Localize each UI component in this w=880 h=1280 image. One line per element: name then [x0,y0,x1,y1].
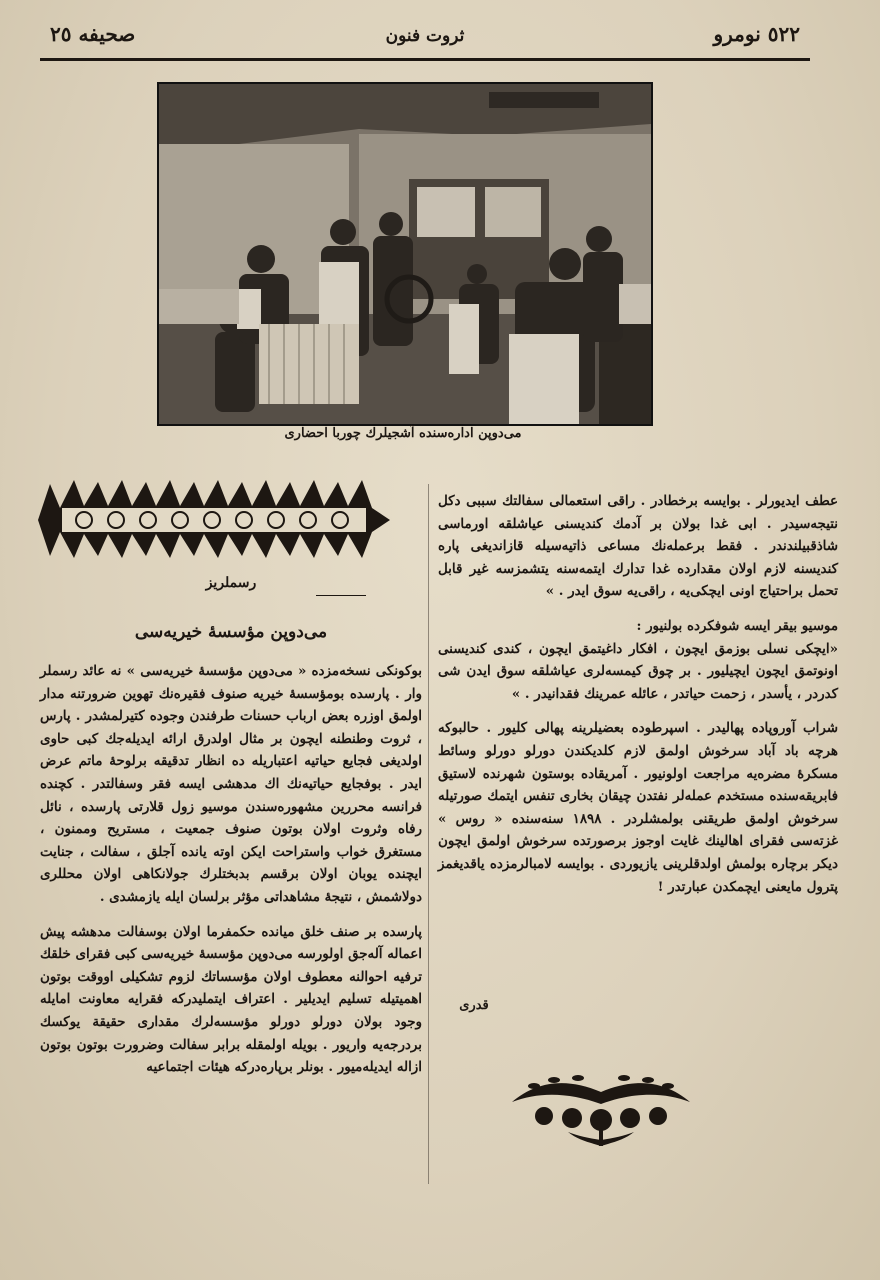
section-heading: رسملریز [205,575,257,591]
header-rule [40,58,810,61]
floral-ornament [508,1070,694,1150]
right-column [438,490,838,898]
page-header [40,18,810,58]
paragraph: عطف ایدیورلر . بوایسه برخطادر . راقی استعمالی سفالتك سببی دکل نتیجه‌سیدر . ابی غدا بولان بر آدمك کندیسنی عیاشلقه اورماسی شاذقبیلندندر . فقط برعمله‌نك مساعی ذاتیه‌سیله قازاندیغی پاره کندیسنه لازم اولان مقدارده غدا تدارك ایتمه‌سنه یتشمزسه غیر قابل تحمل براحتیاج اونی ایچکی‌یه ، راقی‌یه سوق ایدر . » [438,493,838,600]
paragraph: بوکونکی نسخه‌مزده « می‌دوپن مؤسسهٔ خیریه‌سی » نه عائد رسملر وار . پارسده بومؤسسهٔ خیریه صنوف فقیره‌نك تهوین ضرورتنه مدار اولمق اوزره بعض ارباب حسنات طرفندن وجوده کتیرلمشدر . پارس ، ثروت وطنطنه ایچون بر مثال اولدرق ارائه ایدیله‌جك کبی حاوی اولدیغی فجایع حیاتیه اعتباریله ده انظار تدقیقه برلوحهٔ ماتم عرض ایدر . بوفجایع حیاتیه‌نك اك مدهشی ایسه فقر وسفالتدر . کچنده فرانسه محررین مشهوره‌سندن موسیو زول قلارتی پارسده ، نائل رفاه وثروت اولان بوتون صنوف جمعیت ، مستریح وممنون ، مستغرق خواب واستراحت ایکن اوته یانده آجلق ، سفالت ، جنایت ایچنده یوبان اولان برقسم بدبختلرك جولانکاهی اولان محللری دولاشمش ، نتیجهٔ مشاهداتی مؤثر برلسان ایله یازمشدی . [40,663,422,905]
left-column [40,660,422,1079]
publication-title: ثروت فنون [385,26,465,46]
article-title: مى‌دوپن مؤسسهٔ خیریه‌سی [134,622,328,642]
quote-paragraph: «ایچکی نسلی بوزمق ایچون ، افکار داغیتمق ایچون ، کندی کندیسنی اونوتمق ایچون ایچیلیور . بر چوق کیمسه‌لری عیاشلقه سوق ایدن شی کدردر ، یأسدر ، زحمت حیاتدر ، عائله عمرینك فقدانیدر . » [438,640,838,702]
kitchen-photo [157,82,653,426]
column-divider [428,484,429,1184]
heading-underline [316,595,366,596]
section-banner-ornament [38,478,390,560]
page-number: صحیفه ٢٥ [50,22,136,46]
paragraph: موسیو بیقر ایسه شوفکرده بولنیور : [636,617,838,634]
paragraph: شراب آوروپاده پهالیدر . اسپرطوده بعضیلرینه پهالی کلیور . حالبوکه هرچه باد آباد سرخوش اولمق لازم کلدیکندن دورلو دورلو وسائط مسکرهٔ مضره‌یه مراجعت اولونیور . آمریقاده بوستون شهرنده لاستیق فابریقه‌سنده مستخدم عمله‌لر نفتدن چیقان بخاری تنفس ایتمك صورتیله سرخوش اولمق طریقنی بولمشلردر . ١٨٩٨ سنه‌سنده « روس » غزته‌سی فقرای اهالینك غایت اوجوز برصورتده سرخوش اولمق ایچون دیکر برچاره بولمش اولدقلرینی یازیوردی . بوایسه لامبالرمزده یاقدیغمز پترول مایعنی ایچمکدن عبارتدر ! [438,720,838,895]
photo-caption: مى‌دوپن اداره‌سنده آشجیلرك چوربا احضارى [284,426,522,441]
paragraph: پارسده بر صنف خلق میانده حکمفرما اولان بوسفالت مدهشه پیش اعماله آله‌جق اولورسه می‌دوپن مؤسسهٔ خیریه‌سی کبی فقرای خلقك ترفیه احوالنه معطوف اولان مؤسساتك لزوم تشکیلی اووقت بوتون اهمیتیله تسلیم ایدیلیر . اعتراف ایتملیدرکه فقرایه معاونت امایله وجود بولان دورلو دورلو مؤسسه‌لرك مقداری حقیقة یوکسك بردرجه‌یه واریور . بویله اولمقله برابر سفالت وضرورت بوتون بوتون ازاله ایدیله‌میور . بونلر برپاره‌درکه هیئات اجتماعیه [40,923,422,1076]
author-signature: قدری [459,998,489,1013]
issue-number: ٥٢٢ نومرو [713,22,800,46]
